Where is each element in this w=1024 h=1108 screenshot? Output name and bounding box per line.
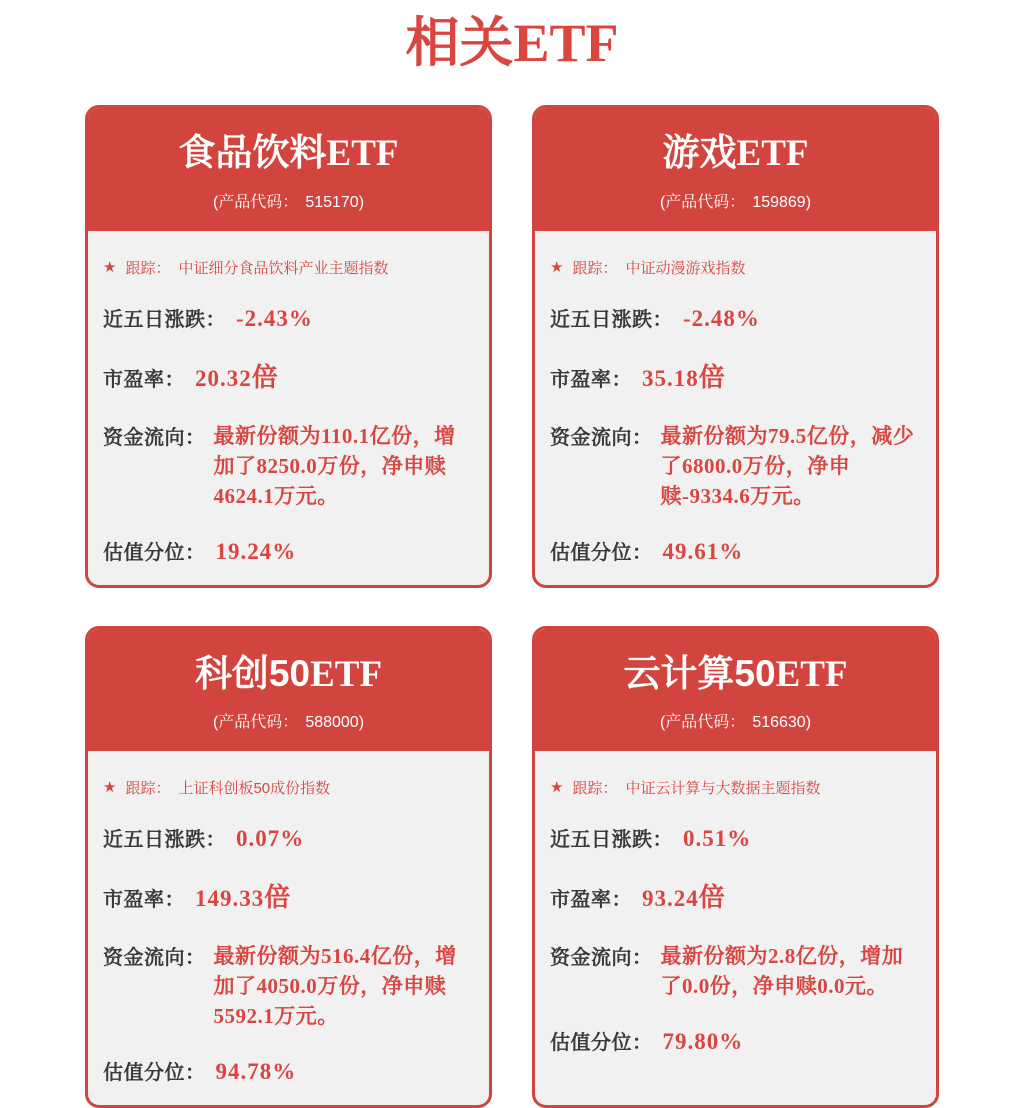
flow-value: 最新份额为516.4亿份，增加了4050.0万份，净申赎5592.1万元。 [213,944,457,1029]
etf-name-cn: 科创50 [194,652,311,694]
pe-label: 市盈率： [103,889,185,912]
pe-value [195,877,290,914]
change-value: 0.07% [236,826,305,852]
stat-row-pe [103,877,471,914]
product-code [98,189,479,212]
etf-card-shipin-yinliao [85,105,492,588]
etf-name-en: ETF [326,133,399,175]
valuation-label: 估值分位： [550,541,653,564]
code-prefix: (产品代码： [659,714,746,732]
valuation-label: 估值分位： [550,1032,653,1055]
valuation-label: 估值分位： [103,541,206,564]
etf-card-yunjisuan50 [532,626,939,1108]
etf-name-cn: 游戏 [662,132,737,174]
card-header [88,108,489,231]
card-body [88,231,489,585]
etf-card-youxi [532,105,939,588]
page-title-en: ETF [513,13,619,73]
card-body [535,231,936,585]
etf-name [98,133,479,175]
product-code [545,709,926,732]
change-label: 近五日涨跌： [550,308,673,331]
pe-value [642,877,725,914]
flow-value: 最新份额为110.1亿份，增加了8250.0万份，净申赎4624.1万元。 [213,423,456,508]
stat-row-valuation [550,1026,918,1055]
change-value: 0.51% [683,826,752,852]
etf-name [545,654,926,696]
valuation-value: 49.61% [662,538,744,564]
code-suffix: ) [358,714,365,732]
flow-label: 资金流向： [103,426,206,449]
tracked-index-name: 上证科创板50成份指数 [178,780,331,798]
valuation-value: 94.78% [215,1059,297,1085]
pe-unit: 倍 [251,361,278,392]
etf-name-en: ETF [736,133,809,175]
flow-label: 资金流向： [550,947,653,970]
pe-label: 市盈率： [550,889,632,912]
pe-unit: 倍 [698,361,725,392]
product-code [98,709,479,732]
valuation-value: 79.80% [662,1029,744,1055]
star-icon: ★ [103,779,117,797]
flow-value: 最新份额为2.8亿份，增加了0.0份，净申赎0.0元。 [660,944,904,999]
track-row [103,257,471,278]
change-label: 近五日涨跌： [103,829,226,852]
stat-row-valuation [550,536,918,565]
stat-row-change [103,303,471,332]
etf-card-kechuang50 [85,626,492,1108]
stat-row-change [550,303,918,332]
stat-row-pe [550,877,918,914]
stat-row-valuation [103,1056,471,1085]
pe-number: 149.33 [195,886,265,912]
etf-name-en: ETF [310,653,383,695]
tracked-index-name: 中证动漫游戏指数 [625,259,746,277]
pe-label: 市盈率： [550,368,632,391]
page-title [0,12,1024,74]
etf-name-cn: 食品饮料 [178,132,327,174]
stat-row-change [550,823,918,852]
stat-row-flow [550,941,918,1001]
code-suffix: ) [358,193,365,211]
etf-name-cn: 云计算50 [623,652,776,694]
pe-number: 35.18 [642,365,699,391]
stat-row-flow [103,941,471,1031]
tracked-index-name: 中证云计算与大数据主题指数 [625,780,821,798]
change-label: 近五日涨跌： [103,308,226,331]
tracked-index-name: 中证细分食品饮料产业主题指数 [178,259,389,277]
track-row [103,777,471,798]
code-prefix: (产品代码： [212,714,299,732]
code-suffix: ) [805,714,812,732]
code-value: 516630 [752,714,806,732]
code-value: 159869 [752,193,806,211]
pe-number: 93.24 [642,886,699,912]
etf-name [98,654,479,696]
stat-row-valuation [103,536,471,565]
flow-label: 资金流向： [550,426,653,449]
card-body [535,751,936,1105]
star-icon: ★ [550,779,564,797]
track-label: 跟踪： [572,780,618,798]
code-value: 588000 [305,714,359,732]
stat-row-flow [103,421,471,511]
page-title-cn: 相关 [405,13,514,73]
code-prefix: (产品代码： [212,193,299,211]
valuation-value: 19.24% [215,538,297,564]
track-row [550,777,918,798]
stat-row-pe [550,357,918,394]
etf-name-en: ETF [775,653,848,695]
stat-row-pe [103,357,471,394]
track-label: 跟踪： [572,259,618,277]
star-icon: ★ [550,258,564,276]
change-value: -2.43% [236,305,313,331]
code-value: 515170 [305,193,359,211]
code-suffix: ) [805,193,812,211]
change-label: 近五日涨跌： [550,829,673,852]
card-header [88,629,489,752]
track-row [550,257,918,278]
stat-row-flow [550,421,918,511]
pe-label: 市盈率： [103,368,185,391]
pe-value [642,357,725,394]
change-value: -2.48% [683,305,760,331]
flow-label: 资金流向： [103,947,206,970]
valuation-label: 估值分位： [103,1062,206,1085]
card-header [535,629,936,752]
card-header [535,108,936,231]
pe-unit: 倍 [698,882,725,913]
stat-row-change [103,823,471,852]
pe-number: 20.32 [195,365,252,391]
pe-unit: 倍 [264,882,291,913]
flow-value: 最新份额为79.5亿份，减少了6800.0万份，净申赎-9334.6万元。 [660,423,915,508]
etf-name [545,133,926,175]
code-prefix: (产品代码： [659,193,746,211]
card-body [88,751,489,1105]
track-label: 跟踪： [125,259,171,277]
track-label: 跟踪： [125,780,171,798]
product-code [545,189,926,212]
star-icon: ★ [103,258,117,276]
etf-card-grid [0,74,1024,1108]
pe-value [195,357,278,394]
